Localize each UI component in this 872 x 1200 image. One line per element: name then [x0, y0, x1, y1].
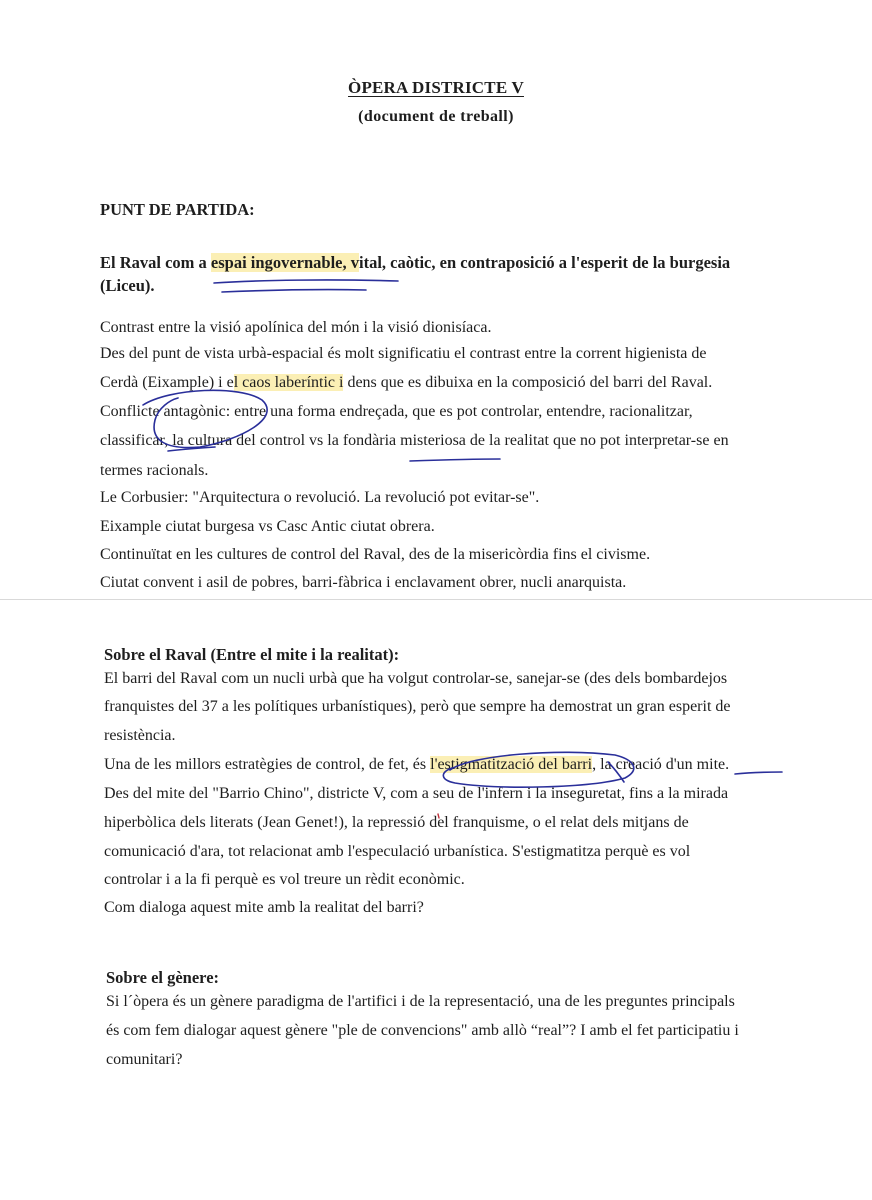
lead-text: El Raval com a [100, 253, 211, 272]
paragraph-line: Continuïtat en les cultures de control del Raval, des de la misericòrdia fins el civisme. [100, 546, 651, 563]
paragraph-line [100, 374, 712, 392]
paragraph-line: és com fem dialogar aquest gènere "ple de convencions" amb allò “real”? I amb el fet participatiu i [106, 1022, 739, 1039]
lead-line-2: (Liceu). [100, 276, 155, 295]
underline-misteriosa-stroke [410, 459, 500, 461]
paragraph-line: Contrast entre la visió apolínica del món i la visió dionisíaca. [100, 319, 492, 336]
paragraph-line: Eixample ciutat burgesa vs Casc Antic ciutat obrera. [100, 518, 435, 535]
highlighted-phrase: l'estigmatització del barri [430, 756, 593, 773]
paragraph-line: Ciutat convent i asil de pobres, barri-fàbrica i enclavament obrer, nucli anarquista. [100, 574, 627, 591]
underline-stroke [214, 280, 398, 283]
document-subtitle: (document de treball) [358, 108, 514, 125]
paragraph-line: Le Corbusier: "Arquitectura o revolució. La revolució pot evitar-se". [100, 489, 540, 506]
paragraph-line: Si l´òpera és un gènere paradigma de l'artifici i de la representació, una de les preguntes principals [106, 993, 735, 1010]
paragraph-line: resistència. [104, 727, 176, 744]
section-heading: Sobre el Raval (Entre el mite i la realitat): [104, 645, 400, 664]
paragraph-line: franquistes del 37 a les polítiques urbanístiques), però que sempre ha demostrat un gran esperit de [104, 698, 731, 715]
lead-line-1 [100, 253, 730, 273]
paragraph-line: Conflicte antagònic: entre una forma endreçada, que es pot controlar, entendre, racionalitzar, [100, 403, 693, 420]
strategy-text: Una de les millors estratègies de control, de fet, és [104, 756, 431, 773]
cerda-text: dens que es dibuixa en la composició del barri del Raval. [343, 374, 713, 391]
underline-stroke [222, 290, 366, 292]
paragraph-line: Com dialoga aquest mite amb la realitat del barri? [104, 899, 424, 916]
paragraph-line: controlar i a la fi perquè es vol treure un rèdit econòmic. [104, 871, 465, 888]
paragraph-line [104, 756, 729, 774]
paragraph-line: comunicació d'ara, tot relacionat amb l'especulació urbanística. S'estigmatitza perquè es vol [104, 843, 691, 860]
lead-text: ital, caòtic, en contraposició a l'esperit de la burgesia [358, 253, 731, 272]
underline-mite-stroke [735, 772, 782, 774]
section-heading: PUNT DE PARTIDA: [100, 200, 255, 219]
paragraph-line: comunitari? [106, 1051, 183, 1068]
document-title: ÒPERA DISTRICTE V [348, 78, 524, 97]
paragraph-line: classificar, la cultura del control vs la fondària misteriosa de la realitat que no pot interpretar-se en [100, 432, 729, 449]
paragraph-line: Des del mite del "Barrio Chino", districte V, com a seu de l'infern i la inseguretat, fins a la mirada [104, 785, 729, 802]
highlighted-phrase: espai ingovernable, v [210, 253, 359, 272]
strategy-text: , la creació d'un mite. [592, 756, 730, 773]
paragraph-line: Des del punt de vista urbà-espacial és molt significatiu el contrast entre la corrent higienista de [100, 345, 707, 362]
highlighted-phrase: l caos laberíntic i [233, 374, 344, 391]
paragraph-line: El barri del Raval com un nucli urbà que ha volgut controlar-se, sanejar-se (des dels bombardejos [104, 670, 728, 687]
section-heading: Sobre el gènere: [106, 968, 220, 987]
scan-artifact-line [0, 599, 872, 600]
paragraph-line: hiperbòlica dels literats (Jean Genet!), la repressió del franquisme, o el relat dels mitjans de [104, 814, 689, 831]
paragraph-line: termes racionals. [100, 462, 209, 479]
cerda-text: Cerdà (Eixample) i e [100, 374, 234, 391]
